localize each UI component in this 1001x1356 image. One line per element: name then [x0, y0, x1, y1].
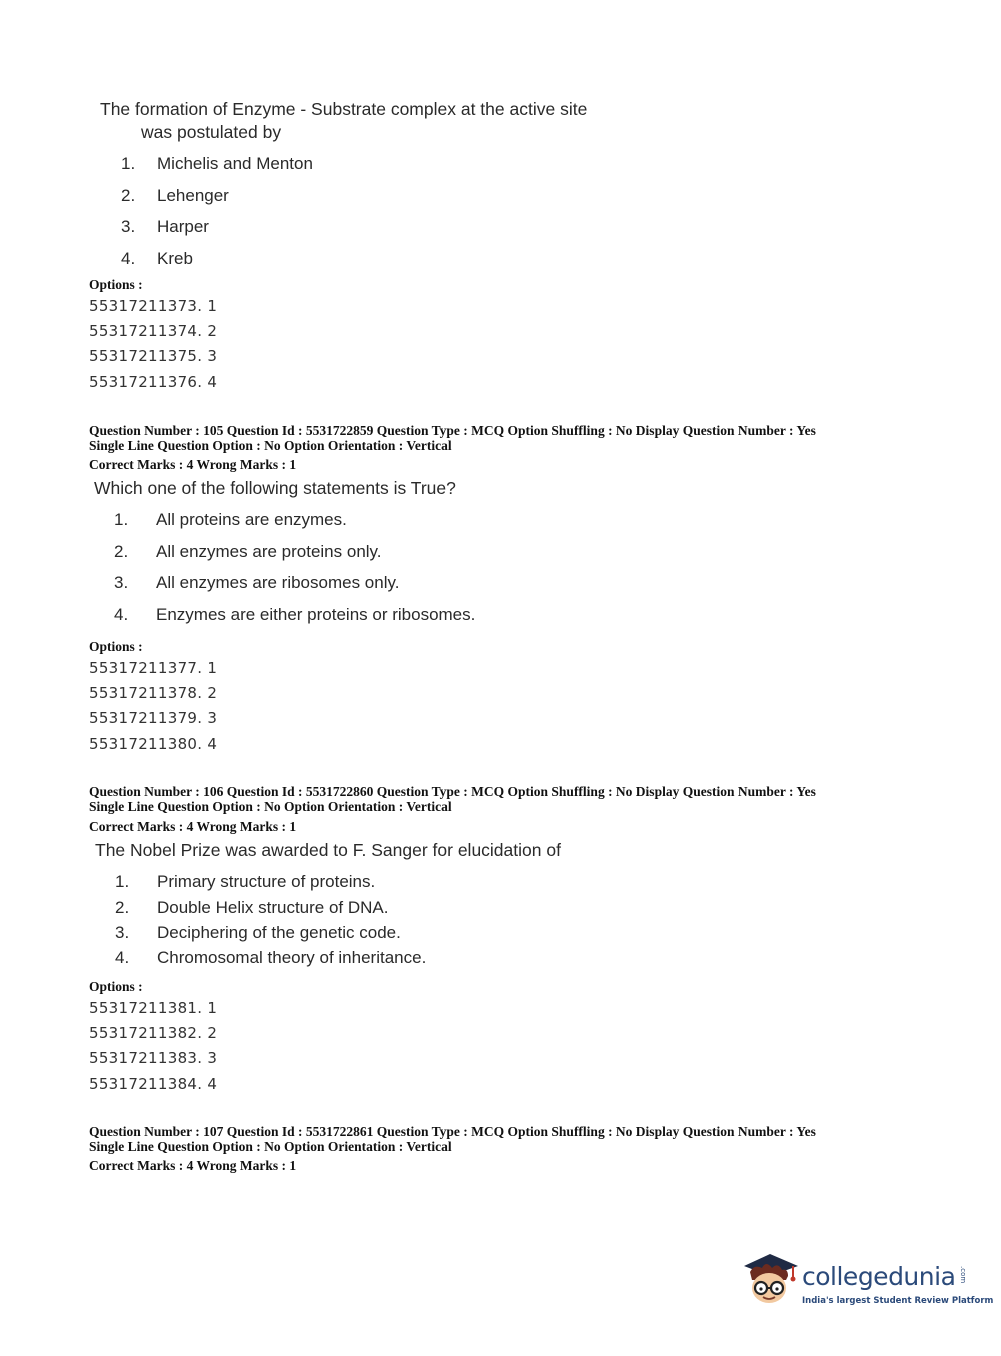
- collegedunia-logo[interactable]: [740, 1248, 994, 1318]
- option-id: 55317211377. 1: [89, 659, 218, 677]
- marks-info: Correct Marks : 4 Wrong Marks : 1: [89, 1158, 297, 1173]
- choice-item: 3. Harper: [121, 217, 209, 236]
- choice-item: 2. Lehenger: [121, 186, 229, 205]
- option-id: 55317211379. 3: [89, 709, 218, 727]
- question-text: Which one of the following statements is True?: [94, 478, 456, 498]
- question-meta: Question Number : 107 Question Id : 5531722861 Question Type : MCQ Option Shuffling : No Display Question Number : Yes: [89, 1124, 816, 1139]
- question-meta: Single Line Question Option : No Option Orientation : Vertical: [89, 438, 452, 453]
- options-label: Options :: [89, 979, 143, 994]
- option-id: 55317211381. 1: [89, 999, 218, 1017]
- choice-item: 2. Double Helix structure of DNA.: [115, 898, 389, 917]
- choice-item: 3. Deciphering of the genetic code.: [115, 923, 401, 942]
- choice-item: 2. All enzymes are proteins only.: [114, 542, 382, 561]
- choice-item: 3. All enzymes are ribosomes only.: [114, 573, 400, 592]
- logo-domain: .com: [959, 1266, 967, 1284]
- option-id: 55317211382. 2: [89, 1024, 218, 1042]
- option-id: 55317211374. 2: [89, 322, 218, 340]
- question-text-continued: was postulated by: [141, 122, 282, 142]
- logo-wordmark: collegedunia: [802, 1262, 956, 1291]
- option-id: 55317211383. 3: [89, 1049, 218, 1067]
- choice-item: 1. Michelis and Menton: [121, 154, 313, 173]
- choice-item: 1. All proteins are enzymes.: [114, 510, 347, 529]
- choice-item: 4. Enzymes are either proteins or ribosomes.: [114, 605, 476, 624]
- choice-item: 1. Primary structure of proteins.: [115, 872, 376, 891]
- marks-info: Correct Marks : 4 Wrong Marks : 1: [89, 457, 297, 472]
- choice-item: 4. Chromosomal theory of inheritance.: [115, 948, 427, 967]
- options-label: Options :: [89, 277, 143, 292]
- choice-item: 4. Kreb: [121, 249, 193, 268]
- option-id: 55317211380. 4: [89, 735, 218, 753]
- option-id: 55317211376. 4: [89, 373, 218, 391]
- option-id: 55317211373. 1: [89, 297, 218, 315]
- question-meta: Single Line Question Option : No Option Orientation : Vertical: [89, 1139, 452, 1154]
- options-label: Options :: [89, 639, 143, 654]
- logo-tagline: India's largest Student Review Platform: [802, 1296, 994, 1306]
- question-meta: Question Number : 105 Question Id : 5531722859 Question Type : MCQ Option Shuffling : No Display Question Number : Yes: [89, 423, 816, 438]
- question-meta: Single Line Question Option : No Option Orientation : Vertical: [89, 799, 452, 814]
- option-id: 55317211384. 4: [89, 1075, 218, 1093]
- question-text: The Nobel Prize was awarded to F. Sanger for elucidation of: [95, 840, 561, 860]
- mascot-icon: [740, 1250, 802, 1312]
- option-id: 55317211375. 3: [89, 347, 218, 365]
- option-id: 55317211378. 2: [89, 684, 218, 702]
- marks-info: Correct Marks : 4 Wrong Marks : 1: [89, 819, 297, 834]
- question-meta: Question Number : 106 Question Id : 5531722860 Question Type : MCQ Option Shuffling : No Display Question Number : Yes: [89, 784, 816, 799]
- question-text: The formation of Enzyme - Substrate complex at the active site: [100, 99, 588, 119]
